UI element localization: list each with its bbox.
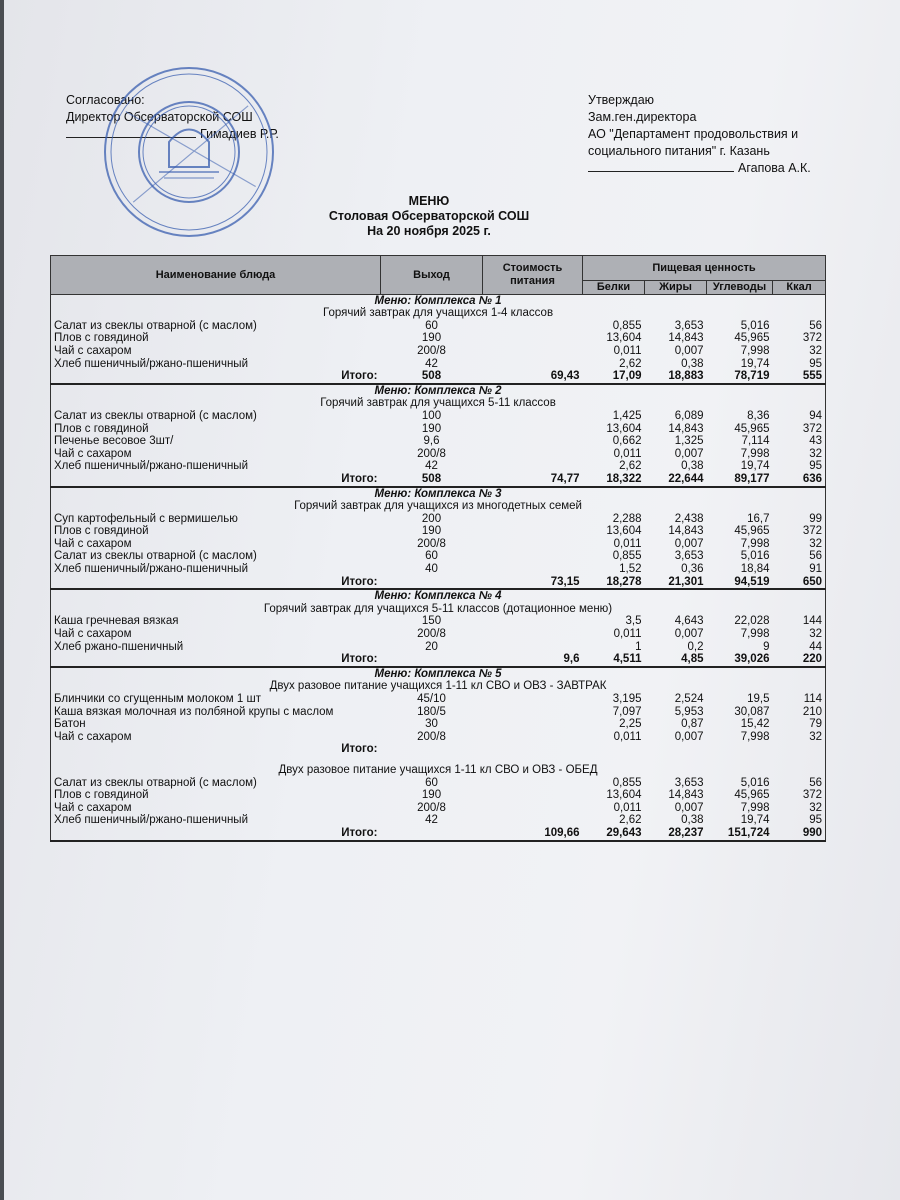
dish-kcal: 91 — [773, 563, 826, 576]
dish-cost — [483, 789, 583, 802]
menu-item-row — [51, 460, 826, 473]
dish-protein: 2,288 — [612, 512, 642, 525]
dish-cost — [483, 538, 583, 551]
dish-carbs: 15,42 — [740, 718, 770, 731]
dish-carbs: 45,965 — [734, 422, 770, 435]
complex-subtitle: Горячий завтрак для учащихся 5-11 классов — [51, 397, 826, 410]
total-protein: 17,09 — [583, 370, 645, 384]
dish-kcal: 94 — [773, 410, 826, 423]
menu-item-row — [51, 615, 826, 628]
dish-output: 200 — [421, 512, 442, 525]
dish-kcal: 32 — [773, 731, 826, 744]
dish-cost — [483, 448, 583, 461]
complex-4-title-row — [51, 589, 826, 603]
total-label: Итого: — [51, 827, 381, 841]
approver-title: Зам.ген.директора — [588, 110, 697, 124]
dish-carbs: 7,998 — [740, 447, 770, 460]
dish-cost — [483, 615, 583, 628]
dish-kcal: 144 — [773, 615, 826, 628]
total-output — [381, 576, 483, 590]
dish-kcal: 56 — [773, 777, 826, 790]
dish-name: Салат из свеклы отварной (с маслом) — [51, 777, 381, 790]
complex-title: Меню: Комплекса № 1 — [51, 294, 826, 307]
dish-output: 200/8 — [417, 344, 446, 357]
total-output — [381, 827, 483, 841]
dish-protein: 0,662 — [612, 435, 642, 448]
total-label: Итого: — [51, 576, 381, 590]
dish-fat: 1,325 — [674, 435, 704, 448]
approver-org-line2: социального питания" г. Казань — [588, 144, 770, 158]
menu-item-row — [51, 802, 826, 815]
menu-table-body — [51, 294, 826, 840]
dish-name: Чай с сахаром — [51, 538, 381, 551]
menu-item-row — [51, 320, 826, 333]
dish-fat: 0,007 — [674, 801, 704, 814]
dish-protein: 13,604 — [606, 525, 642, 538]
dish-carbs: 9 — [763, 640, 770, 653]
dish-name: Чай с сахаром — [51, 802, 381, 815]
dish-protein: 13,604 — [606, 422, 642, 435]
total-label: Итого: — [51, 473, 381, 487]
dish-protein: 2,62 — [619, 814, 642, 827]
dish-carbs: 18,84 — [740, 563, 770, 576]
dish-carbs: 8,36 — [747, 409, 770, 422]
total-row — [51, 743, 826, 756]
dish-output: 150 — [421, 615, 442, 628]
dish-cost — [483, 706, 583, 719]
approve-label: Утверждаю — [588, 93, 655, 107]
dish-output: 20 — [425, 640, 438, 653]
dish-protein: 0,011 — [613, 447, 642, 460]
dish-protein: 1,425 — [612, 409, 642, 422]
menu-item-row — [51, 718, 826, 731]
menu-item-row — [51, 641, 826, 654]
dish-protein: 0,855 — [612, 550, 642, 563]
dish-kcal: 372 — [773, 332, 826, 345]
header-nutrition: Пищевая ценность — [583, 256, 826, 281]
dish-output: 190 — [421, 422, 442, 435]
dish-cost — [483, 731, 583, 744]
dish-output: 40 — [425, 563, 438, 576]
dish-carbs: 16,7 — [747, 512, 770, 525]
dish-name: Плов с говядиной — [51, 525, 381, 538]
menu-item-row — [51, 789, 826, 802]
total-empty — [583, 743, 645, 756]
complex-title: Меню: Комплекса № 3 — [51, 487, 826, 501]
complex-2-subtitle-row — [51, 397, 826, 410]
dish-carbs: 7,998 — [740, 801, 770, 814]
approver-name: Агапова А.К. — [738, 161, 811, 175]
total-carbs: 151,724 — [707, 827, 773, 841]
dish-carbs: 19,5 — [747, 693, 770, 705]
dish-kcal: 44 — [773, 641, 826, 654]
dish-carbs: 7,114 — [741, 435, 770, 448]
dish-name: Батон — [51, 718, 381, 731]
total-protein: 4,511 — [583, 653, 645, 667]
total-empty — [483, 743, 583, 756]
dish-protein: 0,011 — [613, 730, 642, 743]
complex-5-lunch-subtitle-row — [51, 764, 826, 777]
total-output: 508 — [381, 370, 483, 384]
dish-name: Хлеб ржано-пшеничный — [51, 641, 381, 654]
dish-cost — [483, 525, 583, 538]
dish-cost — [483, 563, 583, 576]
dish-kcal: 32 — [773, 345, 826, 358]
dish-cost — [483, 628, 583, 641]
menu-table — [50, 255, 826, 842]
dish-protein: 0,011 — [613, 537, 642, 550]
dish-kcal: 79 — [773, 718, 826, 731]
header-fat: Жиры — [645, 281, 707, 295]
dish-output: 190 — [421, 789, 442, 802]
dish-fat: 0,38 — [681, 460, 704, 473]
dish-carbs: 5,016 — [740, 550, 770, 563]
dish-cost — [483, 358, 583, 371]
complex-subtitle: Горячий завтрак для учащихся из многодетных семей — [51, 500, 826, 513]
dish-kcal: 372 — [773, 789, 826, 802]
dish-kcal: 32 — [773, 448, 826, 461]
agreed-label: Согласовано: — [66, 93, 145, 107]
total-protein: 18,322 — [583, 473, 645, 487]
dish-protein: 2,62 — [619, 460, 642, 473]
dish-fat: 0,007 — [674, 447, 704, 460]
dish-fat: 14,843 — [668, 789, 704, 802]
dish-cost — [483, 435, 583, 448]
dish-carbs: 7,998 — [740, 537, 770, 550]
total-row — [51, 473, 826, 487]
total-cost: 73,15 — [483, 576, 583, 590]
dish-fat: 2,438 — [674, 512, 704, 525]
total-empty — [773, 743, 826, 756]
dish-cost — [483, 802, 583, 815]
dish-fat: 2,524 — [674, 693, 704, 705]
dish-carbs: 7,998 — [740, 344, 770, 357]
complex-5-title-row — [51, 667, 826, 681]
total-row — [51, 370, 826, 384]
dish-carbs: 45,965 — [734, 525, 770, 538]
complex-3-subtitle-row — [51, 500, 826, 513]
dish-cost — [483, 513, 583, 526]
dish-cost — [483, 332, 583, 345]
dish-fat: 0,87 — [681, 718, 704, 731]
total-empty — [645, 743, 707, 756]
dish-fat: 0,38 — [681, 357, 704, 370]
dish-fat: 0,38 — [681, 814, 704, 827]
dish-carbs: 7,998 — [740, 628, 770, 641]
dish-fat: 0,007 — [674, 730, 704, 743]
dish-kcal: 56 — [773, 550, 826, 563]
complex-title: Меню: Комплекса № 2 — [51, 384, 826, 398]
total-label: Итого: — [51, 653, 381, 667]
dish-name: Каша вязкая молочная из полбяной крупы с маслом — [51, 706, 381, 719]
total-kcal: 990 — [773, 827, 826, 841]
complex-subtitle: Двух разовое питание учащихся 1-11 кл СВО и ОВЗ - ЗАВТРАК — [51, 680, 826, 693]
dish-protein: 2,62 — [619, 357, 642, 370]
dish-kcal: 95 — [773, 814, 826, 827]
dish-kcal: 43 — [773, 435, 826, 448]
total-protein: 29,643 — [583, 827, 645, 841]
total-row — [51, 576, 826, 590]
total-fat: 28,237 — [645, 827, 707, 841]
menu-item-row — [51, 814, 826, 827]
dish-cost — [483, 718, 583, 731]
dish-fat: 0,36 — [681, 563, 704, 576]
total-row — [51, 827, 826, 841]
total-kcal: 220 — [773, 653, 826, 667]
total-fat: 4,85 — [645, 653, 707, 667]
dish-protein: 3,5 — [625, 615, 642, 628]
dish-name: Печенье весовое 3шт/ — [51, 435, 381, 448]
dish-name: Суп картофельный с вермишелью — [51, 513, 381, 526]
dish-output: 200/8 — [417, 730, 446, 743]
dish-output: 190 — [421, 525, 442, 538]
menu-item-row — [51, 731, 826, 744]
dish-kcal: 114 — [773, 693, 826, 706]
dish-output: 45/10 — [417, 693, 446, 705]
dish-output: 100 — [421, 409, 442, 422]
total-protein: 18,278 — [583, 576, 645, 590]
total-empty — [381, 743, 483, 756]
dish-output: 200/8 — [417, 447, 446, 460]
dish-output: 42 — [425, 357, 438, 370]
dish-carbs: 22,028 — [734, 615, 770, 628]
dish-name: Плов с говядиной — [51, 332, 381, 345]
dish-output: 60 — [425, 319, 438, 332]
menu-item-row — [51, 706, 826, 719]
menu-item-row — [51, 435, 826, 448]
dish-output: 200/8 — [417, 801, 446, 814]
total-cost: 69,43 — [483, 370, 583, 384]
complex-subtitle: Двух разовое питание учащихся 1-11 кл СВО и ОВЗ - ОБЕД — [51, 764, 826, 777]
spacer-cell — [51, 756, 826, 764]
total-cost: 9,6 — [483, 653, 583, 667]
total-carbs: 94,519 — [707, 576, 773, 590]
dish-name: Салат из свеклы отварной (с маслом) — [51, 320, 381, 333]
title-date: На 20 ноября 2025 г. — [367, 224, 491, 238]
dish-cost — [483, 345, 583, 358]
dish-output: 30 — [425, 718, 438, 731]
menu-item-row — [51, 410, 826, 423]
header-dish-name: Наименование блюда — [51, 256, 381, 295]
dish-output: 60 — [425, 776, 438, 789]
dish-name: Хлеб пшеничный/ржано-пшеничный — [51, 460, 381, 473]
complex-title: Меню: Комплекса № 4 — [51, 589, 826, 603]
menu-item-row — [51, 777, 826, 790]
spacer-row — [51, 756, 826, 764]
dish-cost — [483, 641, 583, 654]
dish-kcal: 372 — [773, 423, 826, 436]
dish-carbs: 19,74 — [740, 814, 770, 827]
header-carbs: Углеводы — [707, 281, 773, 295]
dish-output: 180/5 — [417, 705, 446, 718]
menu-item-row — [51, 693, 826, 706]
dish-name: Каша гречневая вязкая — [51, 615, 381, 628]
document-title — [4, 194, 854, 239]
dish-cost — [483, 550, 583, 563]
complex-4-subtitle-row — [51, 603, 826, 616]
dish-protein: 1,52 — [619, 563, 642, 576]
dish-kcal: 95 — [773, 460, 826, 473]
approval-block-right — [588, 92, 811, 177]
dish-output: 9,6 — [423, 435, 440, 448]
dish-fat: 6,089 — [674, 409, 704, 422]
header-cost: Стоимость питания — [483, 256, 583, 295]
total-kcal: 555 — [773, 370, 826, 384]
dish-output: 60 — [425, 550, 438, 563]
total-carbs: 78,719 — [707, 370, 773, 384]
dish-cost — [483, 814, 583, 827]
complex-subtitle: Горячий завтрак для учащихся 1-4 классов — [51, 307, 826, 320]
title-canteen: Столовая Обсерваторской СОШ — [328, 209, 530, 223]
dish-fat: 14,843 — [668, 332, 704, 345]
dish-kcal: 32 — [773, 628, 826, 641]
menu-item-row — [51, 448, 826, 461]
document-page — [4, 0, 900, 1200]
dish-carbs: 30,087 — [734, 705, 770, 718]
dish-name: Салат из свеклы отварной (с маслом) — [51, 550, 381, 563]
dish-name: Чай с сахаром — [51, 731, 381, 744]
dish-name: Блинчики со сгущенным молоком 1 шт — [51, 693, 381, 706]
dish-protein: 2,25 — [619, 718, 642, 731]
dish-protein: 0,011 — [613, 344, 642, 357]
menu-item-row — [51, 550, 826, 563]
dish-fat: 4,643 — [674, 615, 704, 628]
total-carbs: 39,026 — [707, 653, 773, 667]
complex-title: Меню: Комплекса № 5 — [51, 667, 826, 681]
menu-item-row — [51, 563, 826, 576]
dish-protein: 0,855 — [612, 319, 642, 332]
complex-5-subtitle-row — [51, 680, 826, 693]
dish-fat: 14,843 — [668, 525, 704, 538]
dish-carbs: 45,965 — [734, 332, 770, 345]
dish-kcal: 210 — [773, 706, 826, 719]
complex-subtitle: Горячий завтрак для учащихся 5-11 классов (дотационное меню) — [51, 603, 826, 616]
dish-output: 200/8 — [417, 537, 446, 550]
dish-cost — [483, 320, 583, 333]
dish-protein: 0,011 — [613, 801, 642, 814]
dish-fat: 0,007 — [674, 628, 704, 641]
dish-kcal: 95 — [773, 358, 826, 371]
menu-item-row — [51, 538, 826, 551]
total-label: Итого: — [51, 743, 381, 756]
dish-output: 42 — [425, 814, 438, 827]
complex-2-title-row — [51, 384, 826, 398]
dish-cost — [483, 460, 583, 473]
dish-name: Хлеб пшеничный/ржано-пшеничный — [51, 358, 381, 371]
dish-name: Чай с сахаром — [51, 628, 381, 641]
dish-name: Чай с сахаром — [51, 345, 381, 358]
dish-protein: 13,604 — [606, 789, 642, 802]
menu-item-row — [51, 332, 826, 345]
dish-carbs: 45,965 — [734, 789, 770, 802]
total-kcal: 650 — [773, 576, 826, 590]
total-fat: 22,644 — [645, 473, 707, 487]
dish-output: 42 — [425, 460, 438, 473]
dish-cost — [483, 777, 583, 790]
dish-kcal: 56 — [773, 320, 826, 333]
dish-name: Плов с говядиной — [51, 423, 381, 436]
dish-fat: 0,007 — [674, 537, 704, 550]
dish-fat: 3,653 — [674, 776, 704, 789]
dish-kcal: 32 — [773, 802, 826, 815]
complex-1-subtitle-row — [51, 307, 826, 320]
dish-protein: 13,604 — [606, 332, 642, 345]
dish-fat: 0,2 — [687, 640, 704, 653]
dish-carbs: 19,74 — [740, 460, 770, 473]
complex-3-title-row — [51, 487, 826, 501]
dish-carbs: 19,74 — [740, 357, 770, 370]
dish-protein: 1 — [635, 640, 642, 653]
dish-name: Хлеб пшеничный/ржано-пшеничный — [51, 563, 381, 576]
total-empty — [707, 743, 773, 756]
dish-cost — [483, 693, 583, 706]
menu-item-row — [51, 513, 826, 526]
menu-item-row — [51, 423, 826, 436]
dish-name: Хлеб пшеничный/ржано-пшеничный — [51, 814, 381, 827]
dish-cost — [483, 423, 583, 436]
signature-line-right — [588, 171, 734, 172]
dish-fat: 0,007 — [674, 344, 704, 357]
dish-protein: 0,855 — [612, 776, 642, 789]
approver-org-line1: АО "Департамент продовольствия и — [588, 127, 799, 141]
total-row — [51, 653, 826, 667]
total-cost: 74,77 — [483, 473, 583, 487]
menu-item-row — [51, 358, 826, 371]
dish-fat: 3,653 — [674, 319, 704, 332]
dish-carbs: 5,016 — [740, 776, 770, 789]
total-carbs: 89,177 — [707, 473, 773, 487]
dish-fat: 14,843 — [668, 422, 704, 435]
total-kcal: 636 — [773, 473, 826, 487]
dish-name: Плов с говядиной — [51, 789, 381, 802]
dish-fat: 3,653 — [674, 550, 704, 563]
total-label: Итого: — [51, 370, 381, 384]
total-output: 508 — [381, 473, 483, 487]
dish-protein: 3,195 — [612, 693, 642, 705]
dish-output: 200/8 — [417, 628, 446, 641]
total-output — [381, 653, 483, 667]
dish-cost — [483, 410, 583, 423]
dish-kcal: 372 — [773, 525, 826, 538]
total-cost: 109,66 — [483, 827, 583, 841]
dish-protein: 7,097 — [612, 705, 642, 718]
menu-item-row — [51, 525, 826, 538]
dish-kcal: 32 — [773, 538, 826, 551]
dish-protein: 0,011 — [613, 628, 642, 641]
dish-output: 190 — [421, 332, 442, 345]
header-protein: Белки — [583, 281, 645, 295]
header-output: Выход — [381, 256, 483, 295]
dish-carbs: 5,016 — [740, 319, 770, 332]
total-fat: 21,301 — [645, 576, 707, 590]
dish-name: Чай с сахаром — [51, 448, 381, 461]
header-kcal: Ккал — [773, 281, 826, 295]
menu-item-row — [51, 345, 826, 358]
menu-item-row — [51, 628, 826, 641]
dish-fat: 5,953 — [674, 705, 704, 718]
director-name: Гимадиев Р.Р. — [200, 127, 279, 141]
complex-1-title-row — [51, 294, 826, 307]
dish-carbs: 7,998 — [740, 730, 770, 743]
title-menu: МЕНЮ — [408, 194, 450, 208]
total-fat: 18,883 — [645, 370, 707, 384]
dish-name: Салат из свеклы отварной (с маслом) — [51, 410, 381, 423]
director-title: Директор Обсерваторской СОШ — [66, 110, 253, 124]
dish-kcal: 99 — [773, 513, 826, 526]
